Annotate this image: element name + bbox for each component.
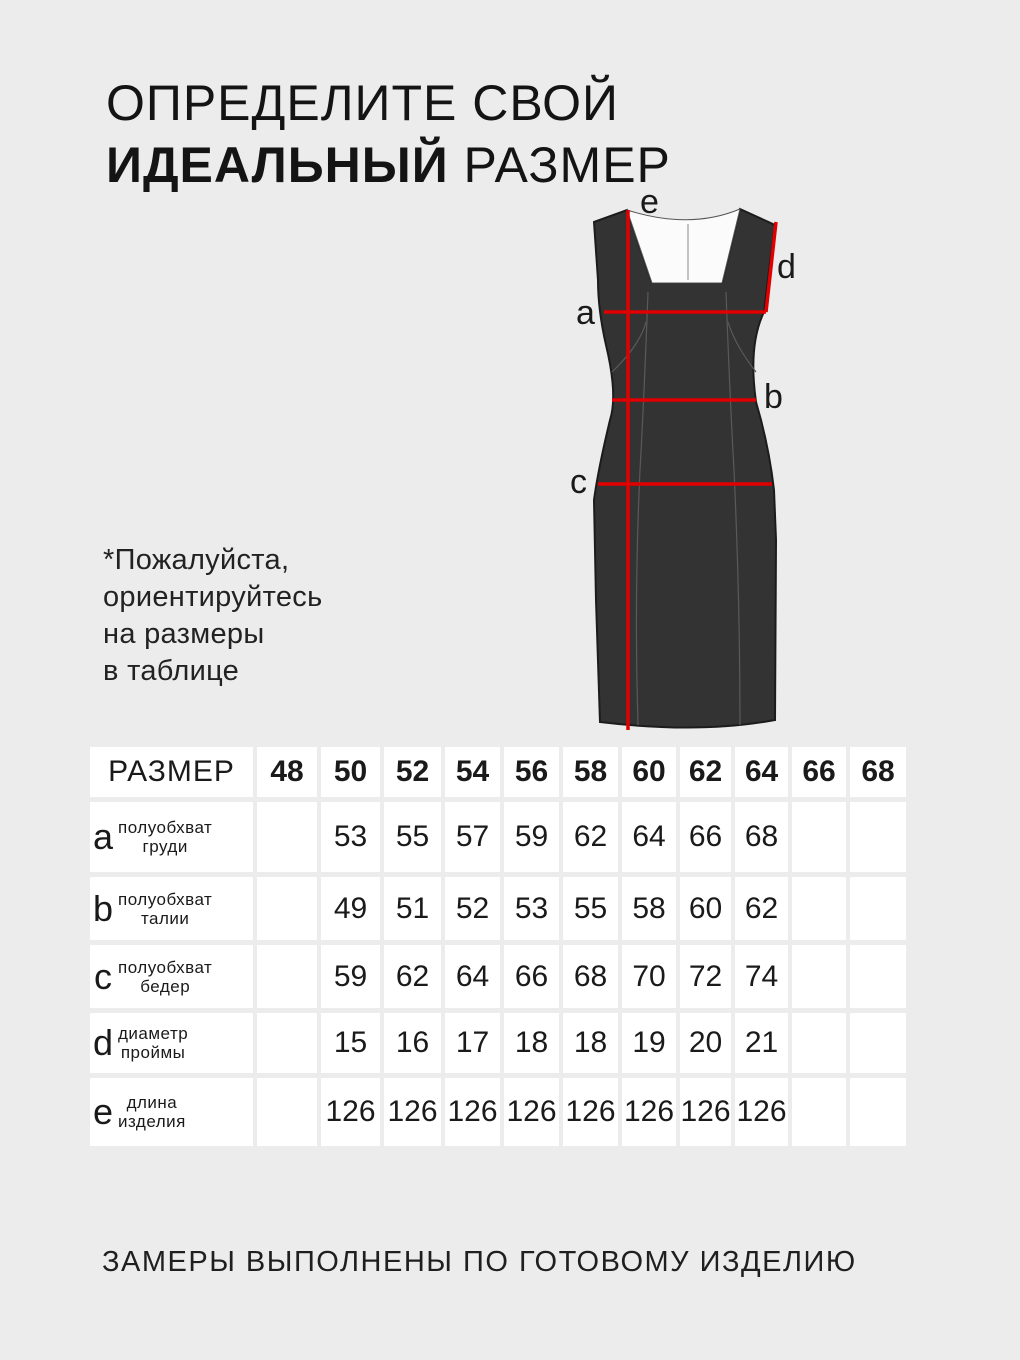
size-value-cell: 126	[563, 1078, 618, 1146]
size-value-cell	[257, 877, 317, 940]
note-line: в таблице	[103, 655, 240, 687]
size-value-cell: 66	[680, 802, 731, 872]
dress-silhouette	[594, 209, 776, 728]
title-bold-word: ИДЕАЛЬНЫЙ	[106, 137, 449, 193]
size-value-cell: 126	[680, 1078, 731, 1146]
size-col-header: 58	[563, 747, 618, 797]
size-value-cell: 66	[504, 945, 559, 1008]
size-value-cell: 18	[563, 1013, 618, 1073]
size-value-cell: 68	[563, 945, 618, 1008]
size-value-cell: 59	[504, 802, 559, 872]
size-value-cell: 72	[680, 945, 731, 1008]
measure-letter: e	[92, 1091, 114, 1132]
measure-desc-line: изделия	[118, 1112, 186, 1131]
label-c: c	[570, 463, 587, 501]
size-value-cell	[850, 1078, 906, 1146]
size-value-cell: 57	[445, 802, 500, 872]
size-value-cell: 126	[622, 1078, 676, 1146]
size-col-header: 56	[504, 747, 559, 797]
measure-desc-line: полуобхват	[118, 818, 213, 837]
measure-desc-line: груди	[142, 837, 188, 856]
measure-row-a	[90, 802, 906, 872]
size-value-cell: 68	[735, 802, 788, 872]
size-value-cell	[792, 1013, 846, 1073]
measure-desc-line: диаметр	[118, 1024, 189, 1043]
size-value-cell: 126	[735, 1078, 788, 1146]
measure-description	[118, 958, 212, 996]
measure-desc-line: полуобхват	[118, 957, 213, 977]
title-rest: РАЗМЕР	[448, 137, 671, 193]
size-value-cell: 62	[563, 802, 618, 872]
size-value-cell: 60	[680, 877, 731, 940]
size-value-cell	[792, 802, 846, 872]
measure-letter: c	[94, 955, 112, 997]
size-value-cell: 16	[384, 1013, 441, 1073]
size-header-row	[90, 747, 906, 797]
measure-row-b	[90, 877, 906, 940]
measure-desc-line: проймы	[120, 1043, 186, 1062]
size-value-cell	[257, 1078, 317, 1146]
size-value-cell: 53	[504, 877, 559, 940]
size-col-header: 50	[321, 747, 380, 797]
size-col-header: 66	[792, 747, 846, 797]
size-value-cell: 52	[445, 877, 500, 940]
measure-letter: d	[92, 1022, 114, 1063]
note-line: на размеры	[103, 618, 265, 650]
title-line-1: ОПРЕДЕЛИТЕ СВОЙ	[106, 75, 619, 131]
size-col-header: 60	[622, 747, 676, 797]
measure-label	[90, 802, 253, 872]
size-value-cell	[850, 945, 906, 1008]
measure-desc-line: бедер	[140, 976, 191, 996]
size-value-cell: 51	[384, 877, 441, 940]
measure-desc-line: полуобхват	[118, 889, 213, 909]
measure-letter: a	[92, 816, 114, 857]
footer-note: ЗАМЕРЫ ВЫПОЛНЕНЫ ПО ГОТОВОМУ ИЗДЕЛИЮ	[102, 1246, 857, 1278]
size-value-cell: 21	[735, 1013, 788, 1073]
label-e: e	[640, 183, 659, 221]
note-line: *Пожалуйста,	[103, 544, 290, 576]
size-value-cell: 74	[735, 945, 788, 1008]
measure-letter: b	[92, 887, 114, 929]
size-value-cell	[257, 802, 317, 872]
measure-description	[118, 1093, 186, 1131]
size-value-cell: 64	[445, 945, 500, 1008]
size-value-cell: 55	[384, 802, 441, 872]
measure-description	[118, 818, 212, 856]
size-value-cell	[850, 877, 906, 940]
label-d: d	[777, 248, 796, 286]
size-value-cell	[257, 945, 317, 1008]
size-value-cell: 59	[321, 945, 380, 1008]
size-value-cell: 126	[384, 1078, 441, 1146]
size-value-cell: 17	[445, 1013, 500, 1073]
size-value-cell: 126	[504, 1078, 559, 1146]
size-value-cell: 20	[680, 1013, 731, 1073]
note-line: ориентируйтесь	[103, 581, 323, 613]
size-col-header: 48	[257, 747, 317, 797]
measure-row-e	[90, 1078, 906, 1146]
size-value-cell: 18	[504, 1013, 559, 1073]
measure-label	[90, 877, 253, 940]
size-value-cell: 55	[563, 877, 618, 940]
size-col-header: 68	[850, 747, 906, 797]
size-col-header: 62	[680, 747, 731, 797]
size-value-cell: 15	[321, 1013, 380, 1073]
measure-desc-line: длина	[126, 1093, 178, 1112]
size-value-cell: 126	[321, 1078, 380, 1146]
size-value-cell	[850, 802, 906, 872]
measure-label	[90, 1078, 253, 1146]
size-value-cell	[850, 1013, 906, 1073]
size-col-header: 64	[735, 747, 788, 797]
measure-row-d	[90, 1013, 906, 1073]
size-value-cell	[792, 877, 846, 940]
measure-label	[90, 945, 253, 1008]
measure-label	[90, 1013, 253, 1073]
size-value-cell: 49	[321, 877, 380, 940]
size-value-cell: 62	[735, 877, 788, 940]
size-value-cell: 58	[622, 877, 676, 940]
size-value-cell: 64	[622, 802, 676, 872]
size-col-header: 52	[384, 747, 441, 797]
size-value-cell: 62	[384, 945, 441, 1008]
measure-desc-line: талии	[140, 908, 190, 928]
size-value-cell: 70	[622, 945, 676, 1008]
size-rows	[90, 802, 906, 1146]
size-value-cell: 53	[321, 802, 380, 872]
measure-row-c	[90, 945, 906, 1008]
size-table	[86, 742, 910, 1151]
label-a: a	[576, 294, 595, 332]
size-value-cell: 19	[622, 1013, 676, 1073]
size-value-cell	[257, 1013, 317, 1073]
size-value-cell: 126	[445, 1078, 500, 1146]
label-b: b	[764, 378, 783, 416]
size-value-cell	[792, 1078, 846, 1146]
size-col-header: 54	[445, 747, 500, 797]
measure-description	[118, 890, 212, 928]
size-header-label: РАЗМЕР	[90, 747, 253, 797]
measure-description	[118, 1024, 188, 1062]
size-value-cell	[792, 945, 846, 1008]
